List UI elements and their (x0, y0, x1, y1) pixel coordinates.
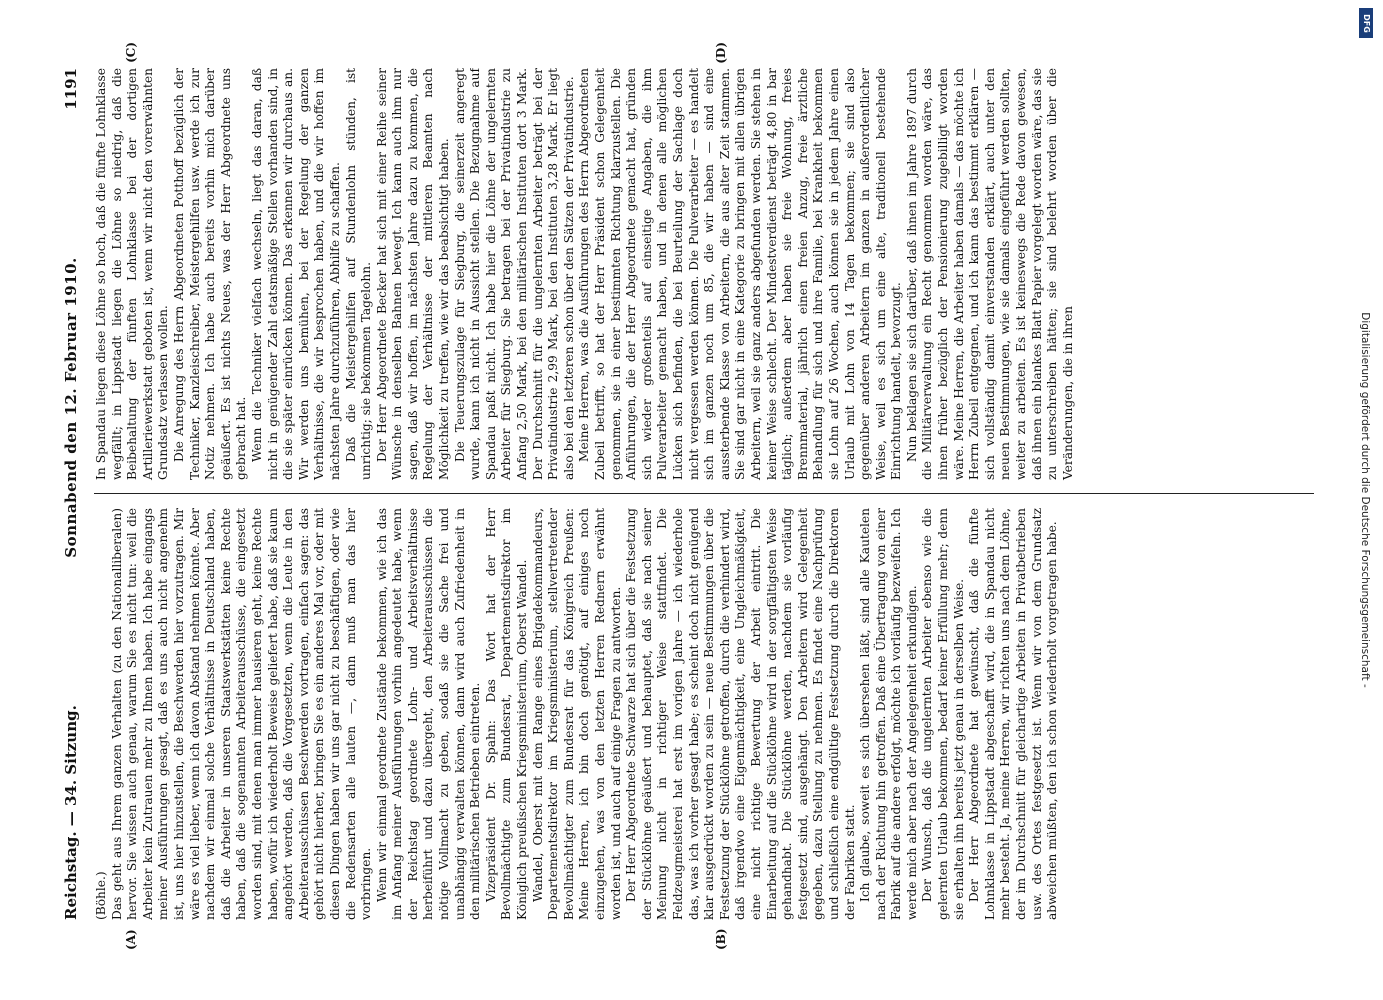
paragraph: Der Herr Abgeordnete Becker hat sich mit einer Reihe seiner Wünsche in denselben Bahnen bewegt. Ich kann auch ihm nur sagen, daß wir hoffen, im nächsten Jahre dazu zu kommen, die Regelung der Verhältnisse der mittleren Beamten nach Möglichkeit zu treffen, wie wir das beabsichtigt haben. (374, 68, 452, 480)
header-date: Sonnabend den 12. Februar 1910. (62, 257, 80, 558)
right-column (94, 68, 1314, 494)
page-header (56, 68, 88, 920)
paragraph: Der Wunsch, daß die ungelernten Arbeiter ebenso wie die gelernten Urlaub bekommen, bedarf keiner Erfüllung mehr; denn sie erhalten ihn bereits jetzt genau in derselben Weise. (920, 508, 966, 920)
margin-marker-d: (D) (714, 42, 728, 64)
paragraph: Ich glaube, soweit es sich übersehen läßt, sind alle Kautelen nach der Richtung hin getroffen. Daß eine Übertragung von einer Fabrik auf die andere erfolgt, möchte ich vorläufig bezweifeln. Ich werde mich aber nach der Angelegenheit erkundigen. (858, 508, 919, 920)
paragraph: Wenn die Techniker vielfach wechseln, liegt das daran, daß nicht in genügender Zahl etatsmäßige Stellen vorhanden sind, in die sie später einrücken können. Das erkennen wir durchaus an. Wir werden uns bemühen, bei der Regelung der ganzen Verhältnisse, die wir besprochen haben, und die wir hoffen im nächsten Jahre durchzuführen, Abhilfe zu schaffen. (249, 68, 342, 480)
digitization-credit (1357, 10, 1373, 990)
paragraph: Die Anregung des Herrn Abgeordneten Potthoff bezüglich der Techniker, Kanzleischreiber, Meistergehilfen usw. werde ich zur Notiz nehmen. Ich habe auch bereits vorhin mich darüber geäußert. Es ist nichts Neues, was der Herr Abgeordnete uns gebracht hat. (171, 68, 249, 480)
paragraph: Die Teuerungszulage für Siegburg, die seinerzeit angeregt wurde, kann ich nicht in Aussicht stellen. Die Bezugnahme auf Spandau paßt nicht. Ich habe hier die Löhne der ungelernten Arbeiter für Siegburg. Sie betragen bei der Privatindustrie zu Anfang 2,50 Mark, bei den militärischen Instituten dort 3 Mark. Der Durchschnitt für die ungelernten Arbeiter beträgt bei der Privatindustrie 2,99 Mark, bei den Instituten 3,28 Mark. Er liegt also bei den letzteren schon über den Sätzen der Privatindustrie. (452, 68, 576, 480)
text-columns (94, 42, 1314, 950)
margin-marker-a: (A) (124, 929, 138, 950)
paragraph: Das geht aus Ihrem ganzen Verhalten (zu den Nationalliberalen) hervor. Sie wissen auch genau, warum Sie es nicht tun: weil die Arbeiter kein Zutrauen mehr zu Ihnen haben. Ich habe eingangs meiner Ausführungen gesagt, daß es uns auch nicht angenehm ist, uns hier hinzustellen, die Beschwerden hier vorzutragen. Mir wäre es viel lieber, wenn ich davon Abstand nehmen könnte. Aber nachdem wir einmal solche Verhältnisse in Deutschland haben, daß die Arbeiter in unseren Staatswerkstätten keine Rechte haben, daß die sogenannten Arbeiterausschüsse, die eingesetzt worden sind, mit denen man immer hausieren geht, keine Rechte haben, wofür ich wiederholt Beweise geliefert habe, daß sie kaum angehört werden, daß die Vorgesetzten, wenn die Leute in den Arbeiterausschüssen Beschwerden vortragen, einfach sagen: das gehört nicht hierher, bringen Sie es ein anderes Mal vor, oder mit diesen Dingen haben wir uns gar nicht zu beschäftigen, oder wie die Redensarten alle lauten —, dann muß man das hier vorbringen. (109, 508, 374, 920)
paragraph: Wenn wir einmal geordnete Zustände bekommen, wie ich das im Anfang meiner Ausführungen vorhin angedeutet habe, wenn der Reichstag geordnete Lohn- und Arbeitsverhältnisse herbeiführt und dazu übergeht, den Arbeiterausschüssen die nötige Vollmacht zu geben, sodaß sie die Sache frei und unabhängig verwalten können, dann wird auch Zufriedenheit in den militärischen Betrieben eintreten. (374, 508, 483, 920)
margin-marker-c: (C) (124, 42, 138, 63)
paragraph: Wandel, Oberst mit dem Range eines Brigadekommandeurs, Departementsdirektor im Kriegsministerium, stellvertretender Bevollmächtigter zum Bundesrat für das Königreich Preußen: Meine Herren, ich bin doch genötigt, auf einiges noch einzugehen, was von den letzten Herren Rednern erwähnt worden ist, und auch auf einige Fragen zu antworten. (530, 508, 623, 920)
paragraph: (Böhle.) (94, 871, 108, 920)
margin-marker-b: (B) (714, 928, 728, 950)
paragraph: In Spandau liegen diese Löhne so hoch, daß die fünfte Lohnklasse wegfällt; in Lippstadt liegen die Löhne so niedrig, daß die Beibehaltung der fünften Lohnklasse bei der dortigen Artilleriewerkstatt geboten ist, wenn wir nicht den vorerwähnten Grundsatz verlassen wollen. (94, 68, 171, 480)
paragraph: Der Herr Abgeordnete hat gewünscht, daß die fünfte Lohnklasse in Lippstadt abgeschafft wird, die in Spandau nicht mehr besteht. Ja, meine Herren, wir richten uns nach dem Löhne, der im Durchschnitt für gleichartige Arbeiten in Privatbetrieben usw. des Ortes festgesetzt ist. Wenn wir von dem Grundsatz abweichen müßten, den ich schon wiederholt vorgetragen habe. (967, 508, 1060, 920)
paragraph: Meine Herren, was die Ausführungen des Herrn Abgeordneten Zubeil betrifft, so hat der Herr Präsident schon Gelegenheit genommen, sie in einer bestimmten Richtung klarzustellen. Die Anführungen, die der Herr Abgeordnete gemacht hat, gründen sich wieder großenteils auf einseitige Angaben, die ihm Pulverarbeiter gemacht haben, und in denen alle möglichen Lücken sich befinden, die bei Beurteilung der Sachlage doch nicht vergessen werden können. Die Pulverarbeiter — es handelt sich im ganzen noch um 85, die wir haben — sind eine aussterbende Klasse von Arbeitern, die aus alter Zeit stammen. Sie sind gar nicht in eine Kategorie zu bringen mit allen übrigen Arbeitern, weil sie ganz anders abgefunden werden. Sie stehen in keiner Weise schlecht. Der Mindestverdienst beträgt 4,80 in bar täglich; außerdem aber haben sie freie Wohnung, freies Brennmaterial, jährlich einen freien Anzug, freie ärztliche Behandlung für sich und ihre Familie, bei Krankheit bekommen sie Lohn auf 26 Wochen, auch können sie in jedem Jahre einen Urlaub mit Lohn von 14 Tagen bekommen; sie sind also gegenüber anderen Arbeitern im ganzen in außerordentlicher Weise, weil es sich um eine alte, traditionell bestehende Einrichtung handelt, bevorzugt. (577, 68, 904, 480)
document-page (56, 40, 1326, 960)
page-number: 1191 (62, 68, 80, 110)
paragraph: Nun beklagen sie sich darüber, daß ihnen im Jahre 1897 durch die Militärverwaltung ein Recht genommen worden wäre, das ihnen früher bezüglich der Pensionierung zugebilligt worden wäre. Meine Herren, die Arbeiter haben damals — das möchte ich Herrn Zubeil entgegnen, und ich kann das bestimmt erklären — sich vollständig damit einverstanden erklärt, auch unter den neuen Bestimmungen, wie sie damals eingeführt werden sollten, weiter zu arbeiten. Es ist keineswegs die Rede davon gewesen, daß ihnen ein blankes Blatt Papier vorgelegt worden wäre, das sie zu unterschreiben hätten; sie sind belehrt worden über die Veränderungen, die in ihren (904, 68, 1075, 480)
header-left: Reichstag. — 34. Sitzung. (62, 705, 80, 920)
left-column (94, 494, 1314, 920)
dfg-logo-text: DFG (1361, 13, 1371, 33)
paragraph: Der Herr Abgeordnete Schwarze hat sich über die Festsetzung der Stücklöhne geäußert und behauptet, daß sie nach seiner Meinung nicht in richtiger Weise stattfindet. Die Feldzeugmeisterei hat erst im vorigen Jahre — ich wiederhole das, was ich vorher gesagt habe; es scheint doch nicht genügend klar ausgedrückt worden zu sein — neue Bestimmungen über die Festsetzung der Stücklöhne getroffen, durch die verhindert wird, daß irgendwo eine Eigenmächtigkeit, eine Ungleichmäßigkeit, eine nicht richtige Bewertung der Arbeit eintritt. Die Einarbeitung auf die Stücklöhne wird in der sorgfältigsten Weise gehandhabt. Die Stücklöhne werden, nachdem sie vorläufig festgesetzt sind, ausgehängt. Den Arbeitern wird Gelegenheit gegeben, dazu Stellung zu nehmen. Es findet eine Nachprüfung und schließlich eine endgültige Festsetzung durch die Direktoren der Fabriken statt. (624, 508, 857, 920)
paragraph: Vizepräsident Dr. Spahn: Das Wort hat der Herr Bevollmächtigte zum Bundesrat, Departementsdirektor im Königlich preußischen Kriegsministerium, Oberst Wandel. (483, 508, 530, 920)
paragraph: Daß die Meistergehilfen auf Stundenlohn stünden, ist unrichtig; sie bekommen Tagelohn. (343, 68, 374, 480)
credit-text: Digitalisierung gefördert durch die Deutsche Forschungsgemeinschaft - (1359, 312, 1371, 688)
